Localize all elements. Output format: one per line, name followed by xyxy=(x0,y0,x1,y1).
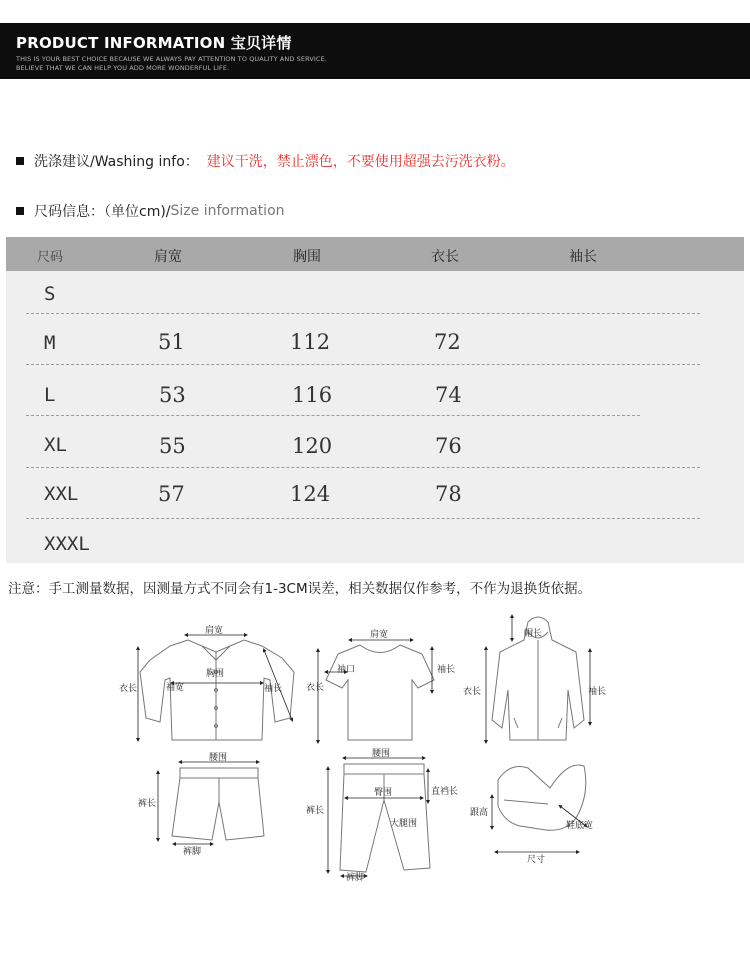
cell-shoulder-l: 53 xyxy=(159,383,186,407)
tshirt-label-shoulder: 肩宽 xyxy=(370,630,389,640)
row-divider xyxy=(26,313,700,314)
trousers-label-rise: 直裆长 xyxy=(431,787,459,797)
shirt-label-sleeve: 袖长 xyxy=(264,684,283,694)
size-info-heading xyxy=(16,201,285,221)
measurement-diagram xyxy=(0,600,750,930)
header-length: 衣长 xyxy=(431,249,459,265)
banner-subtitle-1: THIS IS YOUR BEST CHOICE BECAUSE WE ALWAYS PAY ATTENTION TO QUALITY AND SERVICE. xyxy=(16,55,327,63)
hoodie-label-sleeve: 袖长 xyxy=(588,687,607,697)
table-header xyxy=(6,237,744,271)
header-banner xyxy=(0,23,750,79)
cell-chest-m: 112 xyxy=(290,330,331,354)
cell-shoulder-xl: 55 xyxy=(159,434,186,458)
measurement-note: 注意：手工测量数据，因测量方式不同会有1-3CM误差，相关数据仅作参考，不作为退换货依据。 xyxy=(8,581,592,597)
washing-label: 洗涤建议/Washing info： xyxy=(34,154,199,170)
shorts-label-length: 裤长 xyxy=(138,799,157,809)
banner-title: PRODUCT INFORMATION 宝贝详情 xyxy=(16,34,292,52)
trousers-label-hip: 臀围 xyxy=(374,788,393,798)
trousers-label-length: 裤长 xyxy=(306,806,325,816)
row-size-xxxl: XXXL xyxy=(44,533,90,555)
row-divider xyxy=(26,415,640,416)
row-divider xyxy=(26,364,700,365)
shoe-label-width: 鞋底宽 xyxy=(566,821,594,831)
shorts-label-hem: 裤脚 xyxy=(183,847,202,857)
bullet-square-icon xyxy=(16,207,24,215)
row-size-s: S xyxy=(44,283,56,305)
cell-chest-xxl: 124 xyxy=(290,482,331,506)
row-size-xl: XL xyxy=(44,434,67,456)
row-divider xyxy=(26,467,700,468)
header-size: 尺码 xyxy=(37,250,64,265)
cell-chest-xl: 120 xyxy=(292,434,333,458)
size-table xyxy=(6,237,744,563)
trousers-measure-lines xyxy=(328,758,428,876)
tshirt-label-length: 衣长 xyxy=(306,683,325,693)
shirt-label-sleeve-width: 袖宽 xyxy=(166,683,185,693)
hoodie-label-length: 衣长 xyxy=(463,687,482,697)
washing-info xyxy=(16,151,515,171)
row-divider xyxy=(26,518,700,519)
trousers-label-waist: 腰围 xyxy=(372,749,391,759)
header-shoulder: 肩宽 xyxy=(154,249,182,265)
tshirt-measure-lines xyxy=(318,640,432,742)
shirt-label-chest: 胸围 xyxy=(206,669,225,679)
trousers-label-hem: 裤脚 xyxy=(346,873,365,883)
tshirt-label-cuff: 袖口 xyxy=(337,665,356,675)
cell-length-xxl: 78 xyxy=(435,482,462,506)
cell-length-l: 74 xyxy=(435,383,462,407)
cell-length-xl: 76 xyxy=(435,434,462,458)
shirt-label-length: 衣长 xyxy=(119,684,138,694)
bullet-square-icon xyxy=(16,157,24,165)
trousers-label-thigh: 大腿围 xyxy=(390,819,418,829)
cell-chest-l: 116 xyxy=(292,383,333,407)
header-sleeve: 袖长 xyxy=(569,249,597,265)
cell-shoulder-xxl: 57 xyxy=(158,482,185,506)
row-size-xxl: XXL xyxy=(44,483,79,505)
shorts-diagram xyxy=(172,768,264,840)
shoe-label-heel: 跟高 xyxy=(470,808,489,818)
banner-subtitle-2: BELIEVE THAT WE CAN HELP YOU ADD MORE WONDERFUL LIFE. xyxy=(16,64,230,72)
size-info-label: 尺码信息：（单位cm)/ xyxy=(34,204,171,220)
cell-length-m: 72 xyxy=(434,330,461,354)
shorts-label-waist: 腰围 xyxy=(209,753,228,763)
trousers-diagram xyxy=(340,764,430,872)
size-info-label-en: Size information xyxy=(170,203,285,219)
hoodie-label-hood: 帽长 xyxy=(524,629,543,639)
row-size-l: L xyxy=(44,384,56,406)
header-chest: 胸围 xyxy=(293,249,321,265)
washing-value: 建议干洗，禁止漂色，不要使用超强去污洗衣粉。 xyxy=(206,154,515,170)
row-size-m: M xyxy=(44,332,56,354)
tshirt-diagram xyxy=(326,645,434,740)
shirt-label-shoulder: 肩宽 xyxy=(205,626,224,636)
shoe-label-size: 尺寸 xyxy=(527,855,546,865)
cell-shoulder-m: 51 xyxy=(158,330,185,354)
tshirt-label-sleeve: 袖长 xyxy=(437,665,456,675)
